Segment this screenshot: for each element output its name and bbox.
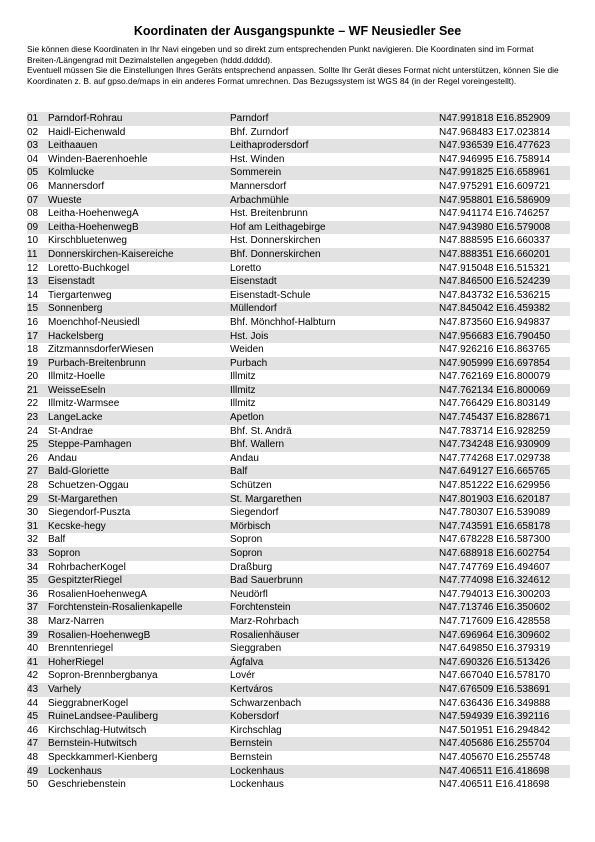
place-name: Bhf. Mönchhof-Halbturn	[230, 316, 336, 328]
starting-point-name: Bald-Gloriette	[48, 466, 110, 478]
row-number: 20	[27, 371, 39, 383]
starting-point-name: Leithaauen	[48, 140, 98, 152]
starting-point-name: Wueste	[48, 194, 82, 206]
starting-point-name: Balf	[48, 534, 66, 546]
place-name: Parndorf	[230, 113, 269, 124]
page-title: Koordinaten der Ausgangspunkte – WF Neusiedler See	[133, 24, 462, 38]
table-row	[27, 411, 570, 425]
starting-point-name: Speckkammerl-Kienberg	[48, 751, 158, 763]
table-row	[27, 533, 570, 547]
table-row	[27, 683, 570, 697]
place-name: Lockenhaus	[230, 779, 284, 791]
starting-point-name: RosalienHoehenwegA	[48, 588, 147, 600]
table-row	[27, 669, 570, 683]
table-row	[27, 302, 570, 316]
coordinates-value: N47.958801 E16.586909	[439, 194, 551, 206]
starting-point-name: WeisseEseln	[48, 384, 106, 396]
starting-point-name: Siegendorf-Puszta	[48, 507, 131, 519]
place-name: Apetlon	[230, 412, 264, 424]
starting-point-name: Leitha-HoehenwegB	[48, 221, 139, 233]
coordinates-value: N47.956683 E16.790450	[439, 330, 551, 342]
coordinates-value: N47.406511 E16.418698	[439, 779, 550, 791]
place-name: Bhf. St. Andrä	[230, 425, 292, 437]
row-number: 27	[27, 466, 39, 478]
starting-point-name: Rosalien-HoehenwegB	[48, 629, 151, 641]
coordinates-value: N47.843732 E16.536215	[439, 289, 551, 301]
place-name: Kirchschlag	[230, 724, 282, 736]
place-name: Leithaprodersdorf	[230, 140, 309, 152]
row-number: 38	[27, 615, 39, 627]
coordinates-value: N47.690326 E16.513426	[439, 656, 551, 668]
coordinates-value: N47.405686 E16.255704	[439, 738, 551, 750]
place-name: Mörbisch	[230, 520, 271, 532]
table-row	[27, 601, 570, 615]
row-number: 26	[27, 452, 39, 464]
place-name: Bernstein	[230, 751, 273, 763]
table-row	[27, 656, 570, 670]
starting-point-name: Eisenstadt	[48, 276, 95, 288]
row-number: 39	[27, 629, 39, 641]
place-name: Hst. Donnerskirchen	[230, 235, 321, 247]
coordinates-value: N47.780307 E16.539089	[439, 507, 551, 519]
row-number: 28	[27, 480, 39, 492]
place-name: Lockenhaus	[230, 765, 284, 777]
table-row	[27, 751, 570, 765]
coordinates-value: N47.696964 E16.309602	[439, 629, 551, 641]
coordinates-value: N47.743591 E16.658178	[439, 520, 551, 532]
starting-point-name: St-Andrae	[48, 425, 94, 437]
coordinates-value: N47.774268 E17.029738	[439, 452, 551, 464]
table-row	[27, 112, 570, 126]
starting-point-name: RuineLandsee-Pauliberg	[48, 711, 159, 723]
table-row	[27, 262, 570, 276]
intro-paragraph: Eventuell müssen Sie die Einstellungen Ihres Geräts entsprechend anpassen. Sollte Ihr Gerät dieses Format nicht unterstützen, können Sie die Koordinaten z. B. auf gpso.de/maps in ein anderes Format umrechnen. Das Bezugssystem ist WGS 84 (in der Regel voreingestellt).	[27, 65, 559, 86]
table-row	[27, 493, 570, 507]
coordinates-value: N47.845042 E16.459382	[439, 303, 551, 315]
starting-point-name: Leitha-HoehenwegA	[48, 208, 139, 220]
row-number: 07	[27, 194, 39, 206]
coordinates-value: N47.649850 E16.379319	[439, 643, 551, 655]
table-row	[27, 289, 570, 303]
starting-point-name: Andau	[48, 452, 77, 464]
coordinates-value: N47.762134 E16.800069	[439, 384, 551, 396]
table-row	[27, 452, 570, 466]
table-row	[27, 438, 570, 452]
place-name: Hst. Winden	[230, 153, 285, 165]
table-row	[27, 506, 570, 520]
table-row	[27, 221, 570, 235]
place-name: Illmitz	[230, 398, 256, 410]
table-row	[27, 561, 570, 575]
coordinates-value: N47.936539 E16.477623	[439, 140, 551, 152]
place-name: Bernstein	[230, 738, 273, 750]
row-number: 44	[27, 697, 39, 709]
starting-point-name: Sopron-Brennbergbanya	[48, 670, 158, 682]
coordinates-value: N47.873560 E16.949837	[439, 316, 551, 328]
place-name: Lovér	[230, 670, 256, 682]
starting-point-name: ZitzmannsdorferWiesen	[48, 344, 154, 356]
starting-point-name: Sopron	[48, 548, 81, 559]
coordinates-value: N47.926216 E16.863765	[439, 344, 551, 356]
table-row	[27, 574, 570, 588]
starting-point-name: GespitzterRiegel	[48, 575, 122, 587]
row-number: 24	[27, 425, 39, 437]
starting-point-name: Purbach-Breitenbrunn	[48, 357, 146, 369]
coordinates-value: N47.649127 E16.665765	[439, 466, 551, 478]
row-number: 22	[27, 398, 39, 410]
row-number: 50	[27, 779, 39, 791]
row-number: 12	[27, 262, 39, 274]
place-name: St. Margarethen	[230, 493, 302, 505]
place-name: Forchtenstein	[230, 602, 291, 614]
place-name: Draßburg	[230, 561, 273, 573]
place-name: Bhf. Wallern	[230, 439, 285, 451]
row-number: 46	[27, 724, 39, 736]
place-name: Schützen	[230, 480, 272, 492]
starting-point-name: Mannersdorf	[48, 180, 105, 192]
row-number: 41	[27, 656, 39, 668]
table-row	[27, 724, 570, 738]
place-name: Hst. Jois	[230, 330, 269, 342]
row-number: 49	[27, 765, 39, 777]
place-name: Loretto	[230, 262, 262, 274]
place-name: Müllendorf	[230, 303, 277, 315]
coordinates-value: N47.676509 E16.538691	[439, 683, 551, 695]
coordinates-value: N47.762169 E16.800079	[439, 371, 551, 383]
coordinates-value: N47.713746 E16.350602	[439, 602, 551, 614]
starting-point-name: Bernstein-Hutwitsch	[48, 738, 137, 750]
starting-point-name: Winden-Baerenhoehle	[48, 153, 148, 165]
place-name: Bad Sauerbrunn	[230, 575, 303, 587]
table-row	[27, 778, 570, 792]
table-row	[27, 180, 570, 194]
coordinates-value: N47.941174 E16.746257	[439, 208, 550, 220]
coordinates-table	[27, 112, 570, 792]
table-row	[27, 194, 570, 208]
place-name: Rosalienhäuser	[230, 629, 300, 641]
table-row	[27, 153, 570, 167]
starting-point-name: Schuetzen-Oggau	[48, 480, 129, 492]
intro-text	[27, 44, 570, 86]
starting-point-name: Illmitz-Hoelle	[48, 371, 106, 383]
table-row	[27, 248, 570, 262]
starting-point-name: Hackelsberg	[48, 330, 104, 342]
row-number: 02	[27, 126, 39, 138]
row-number: 31	[27, 520, 39, 532]
starting-point-name: HoherRiegel	[48, 656, 104, 668]
coordinates-value: N47.747769 E16.494607	[439, 561, 551, 573]
starting-point-name: Varhely	[48, 683, 82, 695]
table-row	[27, 384, 570, 398]
row-number: 47	[27, 738, 39, 750]
starting-point-name: Lockenhaus	[48, 765, 102, 777]
starting-point-name: LangeLacke	[48, 412, 103, 424]
table-row	[27, 710, 570, 724]
row-number: 37	[27, 602, 39, 614]
row-number: 23	[27, 412, 39, 424]
row-number: 14	[27, 289, 39, 301]
coordinates-value: N47.991825 E16.658961	[439, 167, 551, 179]
row-number: 04	[27, 153, 39, 165]
table-row	[27, 425, 570, 439]
row-number: 42	[27, 670, 39, 682]
coordinates-value: N47.774098 E16.324612	[439, 575, 551, 587]
row-number: 35	[27, 575, 39, 587]
row-number: 36	[27, 588, 39, 600]
row-number: 03	[27, 140, 39, 152]
row-number: 10	[27, 235, 39, 247]
row-number: 09	[27, 221, 39, 233]
table-row	[27, 316, 570, 330]
place-name: Kertváros	[230, 683, 273, 695]
coordinates-value: N47.888595 E16.660337	[439, 235, 551, 247]
row-number: 45	[27, 711, 39, 723]
starting-point-name: St-Margarethen	[48, 493, 118, 505]
starting-point-name: Forchtenstein-Rosalienkapelle	[48, 602, 183, 614]
coordinates-value: N47.405670 E16.255748	[439, 751, 551, 763]
starting-point-name: Kecske-hegy	[48, 520, 106, 532]
coordinates-value: N47.851222 E16.629956	[439, 480, 551, 492]
table-row	[27, 547, 570, 561]
coordinates-value: N47.888351 E16.660201	[439, 248, 551, 260]
table-row	[27, 697, 570, 711]
table-row	[27, 330, 570, 344]
table-row	[27, 397, 570, 411]
intro-paragraph: Sie können diese Koordinaten in Ihr Navi eingeben und so direkt zum entsprechenden Punkt navigieren. Die Koordinaten sind im Format Breiten-/Längengrad mit Dezimalstellen angegeben (hddd.ddddd).	[27, 44, 534, 65]
row-number: 18	[27, 344, 39, 356]
row-number: 17	[27, 330, 39, 342]
table-row	[27, 465, 570, 479]
coordinates-value: N47.745437 E16.828671	[439, 412, 551, 424]
starting-point-name: Loretto-Buchkogel	[48, 262, 130, 274]
table-row	[27, 615, 570, 629]
place-name: Sieggraben	[230, 643, 282, 655]
place-name: Weiden	[230, 344, 264, 356]
row-number: 19	[27, 357, 39, 369]
place-name: Eisenstadt-Schule	[230, 289, 311, 301]
starting-point-name: Donnerskirchen-Kaisereiche	[48, 248, 174, 260]
row-number: 15	[27, 303, 39, 315]
table-row	[27, 234, 570, 248]
table-row	[27, 207, 570, 221]
starting-point-name: Moenchhof-Neusiedl	[48, 316, 140, 328]
coordinates-value: N47.667040 E16.578170	[439, 670, 551, 682]
place-name: Arbachmühle	[230, 194, 289, 206]
coordinates-value: N47.943980 E16.579008	[439, 221, 551, 233]
table-row	[27, 479, 570, 493]
table-row	[27, 275, 570, 289]
coordinates-value: N47.678228 E16.587300	[439, 534, 551, 546]
row-number: 48	[27, 751, 39, 763]
row-number: 30	[27, 507, 39, 519]
coordinates-value: N47.783714 E16.928259	[439, 425, 551, 437]
starting-point-name: Kirschbluetenweg	[48, 235, 127, 247]
place-name: Siegendorf	[230, 507, 279, 519]
coordinates-value: N47.794013 E16.300203	[439, 588, 551, 600]
coordinates-value: N47.688918 E16.602754	[439, 548, 551, 559]
place-name: Kobersdorf	[230, 711, 279, 723]
starting-point-name: Kirchschlag-Hutwitsch	[48, 724, 147, 736]
table-row	[27, 765, 570, 779]
table-row	[27, 520, 570, 534]
coordinates-value: N47.406511 E16.418698	[439, 765, 550, 777]
row-number: 33	[27, 548, 39, 559]
place-name: Sopron	[230, 548, 263, 559]
starting-point-name: Kolmlucke	[48, 167, 95, 179]
row-number: 11	[27, 248, 38, 260]
row-number: 16	[27, 316, 39, 328]
coordinates-value: N47.905999 E16.697854	[439, 357, 551, 369]
starting-point-name: SieggrabnerKogel	[48, 697, 129, 709]
place-name: Hst. Breitenbrunn	[230, 208, 308, 220]
row-number: 01	[27, 113, 39, 124]
table-row	[27, 642, 570, 656]
starting-point-name: RohrbacherKogel	[48, 561, 126, 573]
place-name: Schwarzenbach	[230, 697, 302, 709]
table-row	[27, 139, 570, 153]
coordinates-value: N47.915048 E16.515321	[439, 262, 551, 274]
coordinates-value: N47.801903 E16.620187	[439, 493, 551, 505]
starting-point-name: Steppe-Pamhagen	[48, 439, 132, 451]
table-row	[27, 370, 570, 384]
place-name: Sopron	[230, 534, 263, 546]
coordinates-value: N47.991818 E16.852909	[439, 113, 551, 124]
place-name: Bhf. Zurndorf	[230, 126, 289, 138]
coordinates-value: N47.636436 E16.349888	[439, 697, 551, 709]
table-row	[27, 126, 570, 140]
table-row	[27, 343, 570, 357]
table-row	[27, 588, 570, 602]
starting-point-name: Haidl-Eichenwald	[48, 126, 126, 138]
place-name: Andau	[230, 452, 259, 464]
table-row	[27, 737, 570, 751]
coordinates-value: N47.734248 E16.930909	[439, 439, 551, 451]
place-name: Illmitz	[230, 371, 256, 383]
place-name: Neudörfl	[230, 588, 268, 600]
starting-point-name: Tiergartenweg	[48, 289, 112, 301]
starting-point-name: Brenntenriegel	[48, 643, 114, 655]
place-name: Bhf. Donnerskirchen	[230, 248, 321, 260]
table-row	[27, 357, 570, 371]
row-number: 06	[27, 180, 39, 192]
coordinates-value: N47.975291 E16.609721	[439, 180, 551, 192]
place-name: Balf	[230, 466, 248, 478]
place-name: Hof am Leithagebirge	[230, 221, 326, 233]
place-name: Eisenstadt	[230, 276, 277, 288]
coordinates-value: N47.766429 E16.803149	[439, 398, 551, 410]
starting-point-name: Sonnenberg	[48, 303, 103, 315]
coordinates-value: N47.501951 E16.294842	[439, 724, 551, 736]
starting-point-name: Parndorf-Rohrau	[48, 113, 123, 124]
row-number: 34	[27, 561, 39, 573]
coordinates-value: N47.946995 E16.758914	[439, 153, 551, 165]
place-name: Purbach	[230, 357, 268, 369]
row-number: 05	[27, 167, 39, 179]
place-name: Ágfalva	[230, 656, 264, 668]
table-row	[27, 166, 570, 180]
table-row	[27, 629, 570, 643]
place-name: Sommerein	[230, 167, 282, 179]
coordinates-value: N47.968483 E17.023814	[439, 126, 551, 138]
row-number: 13	[27, 276, 39, 288]
starting-point-name: Illmitz-Warmsee	[48, 398, 120, 410]
coordinates-value: N47.594939 E16.392116	[439, 711, 550, 723]
place-name: Marz-Rohrbach	[230, 615, 299, 627]
row-number: 08	[27, 208, 39, 220]
coordinates-value: N47.846500 E16.524239	[439, 276, 551, 288]
coordinates-value: N47.717609 E16.428558	[439, 615, 551, 627]
row-number: 29	[27, 493, 39, 505]
starting-point-name: Geschriebenstein	[48, 779, 126, 791]
row-number: 32	[27, 534, 39, 546]
place-name: Illmitz	[230, 384, 256, 396]
row-number: 43	[27, 683, 39, 695]
row-number: 21	[27, 384, 39, 396]
starting-point-name: Marz-Narren	[48, 615, 105, 627]
row-number: 40	[27, 643, 39, 655]
place-name: Mannersdorf	[230, 180, 287, 192]
row-number: 25	[27, 439, 39, 451]
